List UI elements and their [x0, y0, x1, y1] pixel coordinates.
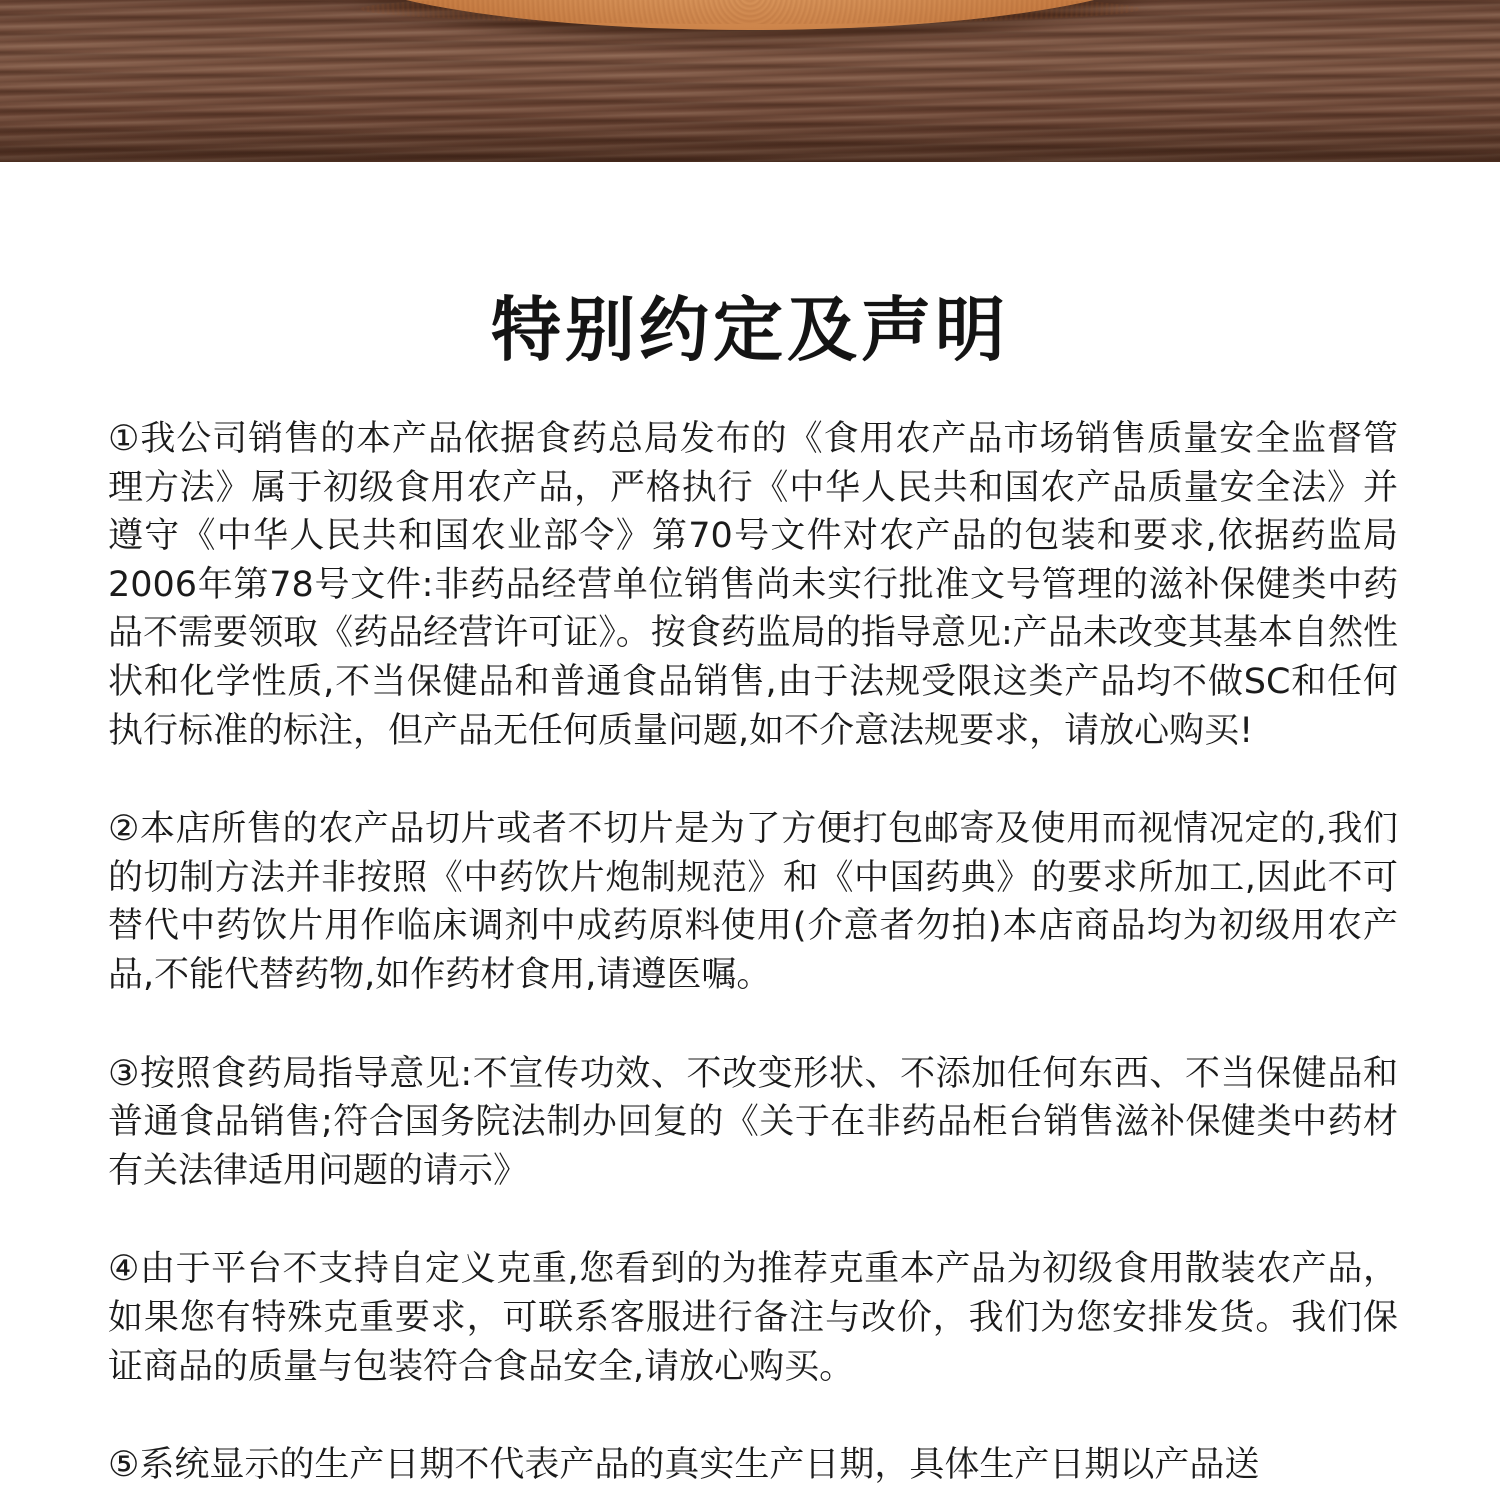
- statement-paragraph-4: ④由于平台不支持自定义克重,您看到的为推荐克重本产品为初级食用散装农产品，如果您有特殊克重要求，可联系客服进行备注与改价，我们为您安排发货。我们保证商品的质量与包装符合食品安全,请放心购买。: [108, 1249, 1398, 1387]
- statement-paragraph-5: ⑤系统显示的生产日期不代表产品的真实生产日期，具体生产日期以产品送: [108, 1445, 1260, 1486]
- bowl-image: [320, 0, 1180, 30]
- statement-paragraph-2: ②本店所售的农产品切片或者不切片是为了方便打包邮寄及使用而视情况定的,我们的切制方法并非按照《中药饮片炮制规范》和《中国药典》的要求所加工,因此不可替代中药饮片用作临床调剂中成药原料使用(介意者勿拍)本店商品均为初级用农产品,不能代替药物,如作药材食用,请遵医嘱。: [108, 809, 1398, 995]
- statements-list: [108, 415, 1398, 1490]
- statement-paragraph-3: ③按照食药局指导意见:不宣传功效、不改变形状、不添加任何东西、不当保健品和普通食品销售;符合国务院法制办回复的《关于在非药品柜台销售滋补保健类中药材有关法律适用问题的请示》: [108, 1053, 1398, 1191]
- wood-banner-image: [0, 0, 1500, 162]
- page-title: 特别约定及声明: [491, 289, 1009, 371]
- statement-paragraph-1: ①我公司销售的本产品依据食药总局发布的《食用农产品市场销售质量安全监督管理方法》属于初级食用农产品，严格执行《中华人民共和国农产品质量安全法》并遵守《中华人民共和国农业部令》第70号文件对农产品的包装和要求,依据药监局2006年第78号文件:非药品经营单位销售尚未实行批准文号管理的滋补保健类中药品不需要领取《药品经营许可证》。按食药监局的指导意见:产品未改变其基本自然性状和化学性质,不当保健品和普通食品销售,由于法规受限这类产品均不做SC和任何执行标准的标注，但产品无任何质量问题,如不介意法规要求，请放心购买!: [108, 419, 1398, 751]
